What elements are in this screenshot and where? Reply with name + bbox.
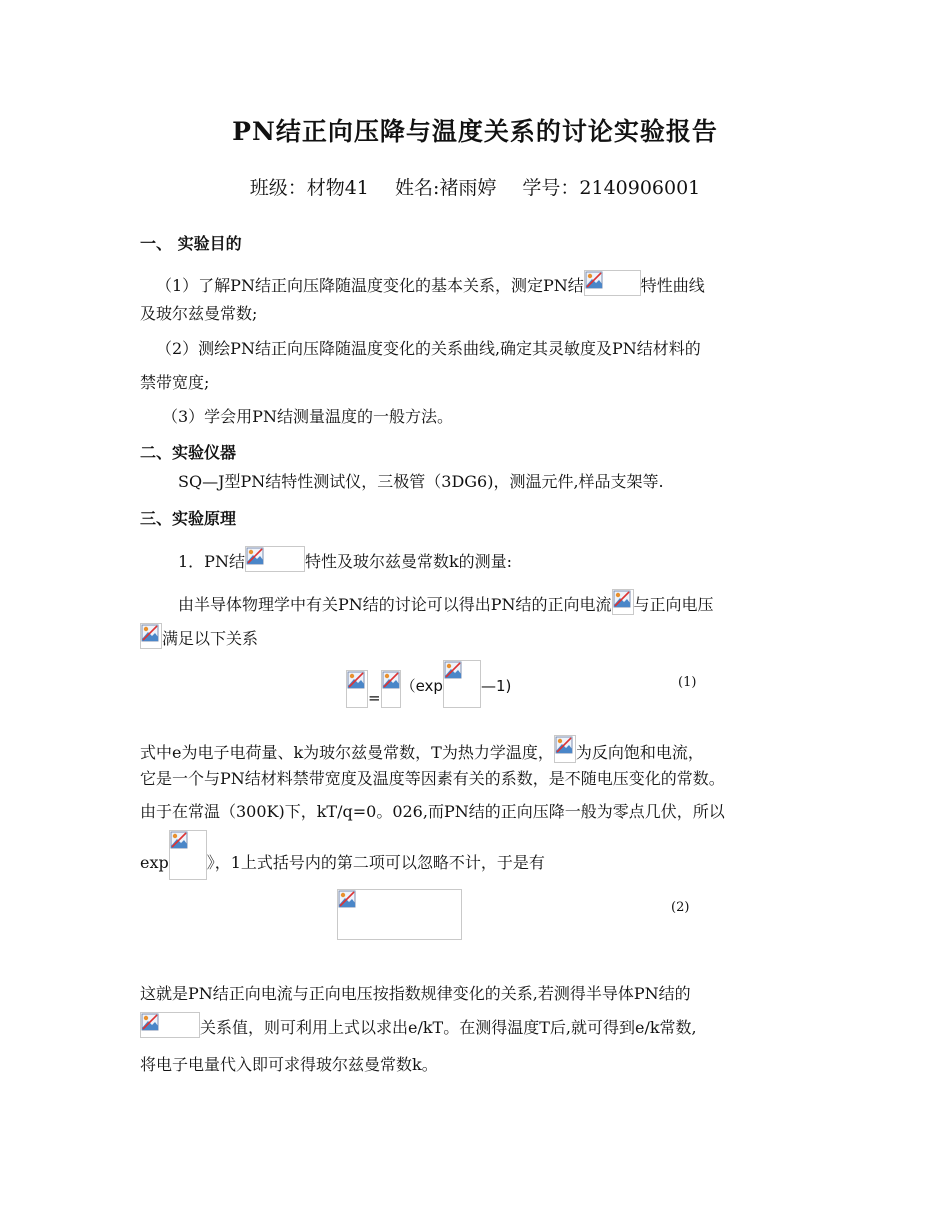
- formula-image-placeholder: [381, 670, 401, 708]
- principle-para-2-line-3: 由于在常温（300K)下，kT/q=0。026,而PN结的正向压降一般为零点几伏，所以: [140, 802, 725, 821]
- purpose-item-3: （3）学会用PN结测量温度的一般方法。: [162, 407, 453, 426]
- formula-image-placeholder: [337, 889, 462, 940]
- broken-image-icon: [170, 831, 188, 849]
- formula-image-placeholder: [140, 623, 162, 649]
- section-heading-purpose: 一、 实验目的: [140, 234, 242, 253]
- formula-image-placeholder: [612, 589, 634, 615]
- principle-para-3-line-2: [140, 1012, 697, 1038]
- purpose-item-1-text-b: 特性曲线: [640, 276, 705, 295]
- principle-p1-text-b: 与正向电压: [633, 595, 714, 614]
- broken-image-icon: [347, 671, 365, 689]
- name-label: 姓名:褚雨婷: [394, 177, 497, 199]
- purpose-item-1: [156, 270, 705, 296]
- principle-p2-exp: exp: [140, 853, 169, 872]
- formula-image-placeholder: [584, 270, 641, 296]
- section-heading-instruments: 二、实验仪器: [140, 443, 237, 462]
- principle-subheading-1: [178, 546, 512, 572]
- broken-image-icon: [141, 624, 159, 642]
- equation-1: [346, 660, 511, 708]
- class-label: 班级：材物41: [249, 177, 369, 199]
- principle-para-1: [178, 589, 714, 615]
- principle-p1-text-a: 由半导体物理学中有关PN结的讨论可以得出PN结的正向电流: [178, 595, 612, 614]
- principle-para-2-line-2: 它是一个与PN结材料禁带宽度及温度等因素有关的系数，是不随电压变化的常数。: [140, 769, 725, 788]
- author-info: [0, 173, 950, 200]
- equation-1-number: (1): [678, 675, 697, 690]
- equation-2: [337, 889, 462, 940]
- formula-image-placeholder: [169, 830, 207, 880]
- broken-image-icon: [555, 736, 573, 754]
- formula-image-placeholder: [346, 670, 368, 708]
- formula-image-placeholder: [245, 546, 305, 572]
- student-id-label: 学号：2140906001: [522, 177, 701, 199]
- principle-para-3-line-3: 将电子电量代入即可求得玻尔兹曼常数k。: [140, 1055, 438, 1074]
- broken-image-icon: [141, 1013, 159, 1031]
- principle-sub1-text-b: 特性及玻尔兹曼常数k的测量:: [304, 552, 513, 571]
- formula-image-placeholder: [443, 660, 481, 708]
- purpose-item-2: （2）测绘PN结正向压降随温度变化的关系曲线,确定其灵敏度及PN结材料的: [156, 339, 701, 358]
- principle-p2-text-b: 为反向饱和电流，: [575, 743, 704, 762]
- principle-para-3: 这就是PN结正向电流与正向电压按指数规律变化的关系,若测得半导体PN结的: [140, 984, 691, 1003]
- equation-1-exp: （exp: [400, 677, 443, 695]
- equation-1-tail: —1): [480, 677, 512, 695]
- purpose-item-2-cont: 禁带宽度;: [140, 373, 210, 392]
- formula-image-placeholder: [140, 1012, 200, 1038]
- page-title: PN结正向压降与温度关系的讨论实验报告: [232, 117, 718, 146]
- principle-para-1-cont: [140, 623, 258, 649]
- principle-p3-text-b: 关系值，则可利用上式以求出e/kT。在测得温度T后,就可得到e/k常数,: [200, 1018, 697, 1037]
- equation-1-equals: =: [368, 689, 381, 707]
- broken-image-icon: [338, 890, 356, 908]
- broken-image-icon: [444, 661, 462, 679]
- broken-image-icon: [613, 590, 631, 608]
- instruments-text: SQ—J型PN结特性测试仪，三极管（3DG6)，测温元件,样品支架等.: [178, 472, 664, 491]
- equation-2-number: (2): [671, 900, 690, 915]
- principle-para-2: [140, 735, 704, 763]
- principle-sub1-text-a: 1．PN结: [178, 552, 245, 571]
- principle-p2-text-a: 式中e为电子电荷量、k为玻尔兹曼常数，T为热力学温度，: [140, 743, 554, 762]
- broken-image-icon: [246, 547, 264, 565]
- principle-para-2-line-4: [140, 830, 545, 880]
- formula-image-placeholder: [554, 735, 576, 763]
- broken-image-icon: [585, 271, 603, 289]
- purpose-item-1-text-a: （1）了解PN结正向压降随温度变化的基本关系，测定PN结: [156, 276, 584, 295]
- principle-p1-text-c: 满足以下关系: [162, 629, 259, 648]
- purpose-item-1-cont: 及玻尔兹曼常数;: [140, 304, 258, 323]
- broken-image-icon: [382, 671, 400, 689]
- principle-p2-text-f: 》，1上式括号内的第二项可以忽略不计，于是有: [206, 853, 545, 872]
- section-heading-principle: 三、实验原理: [140, 509, 237, 528]
